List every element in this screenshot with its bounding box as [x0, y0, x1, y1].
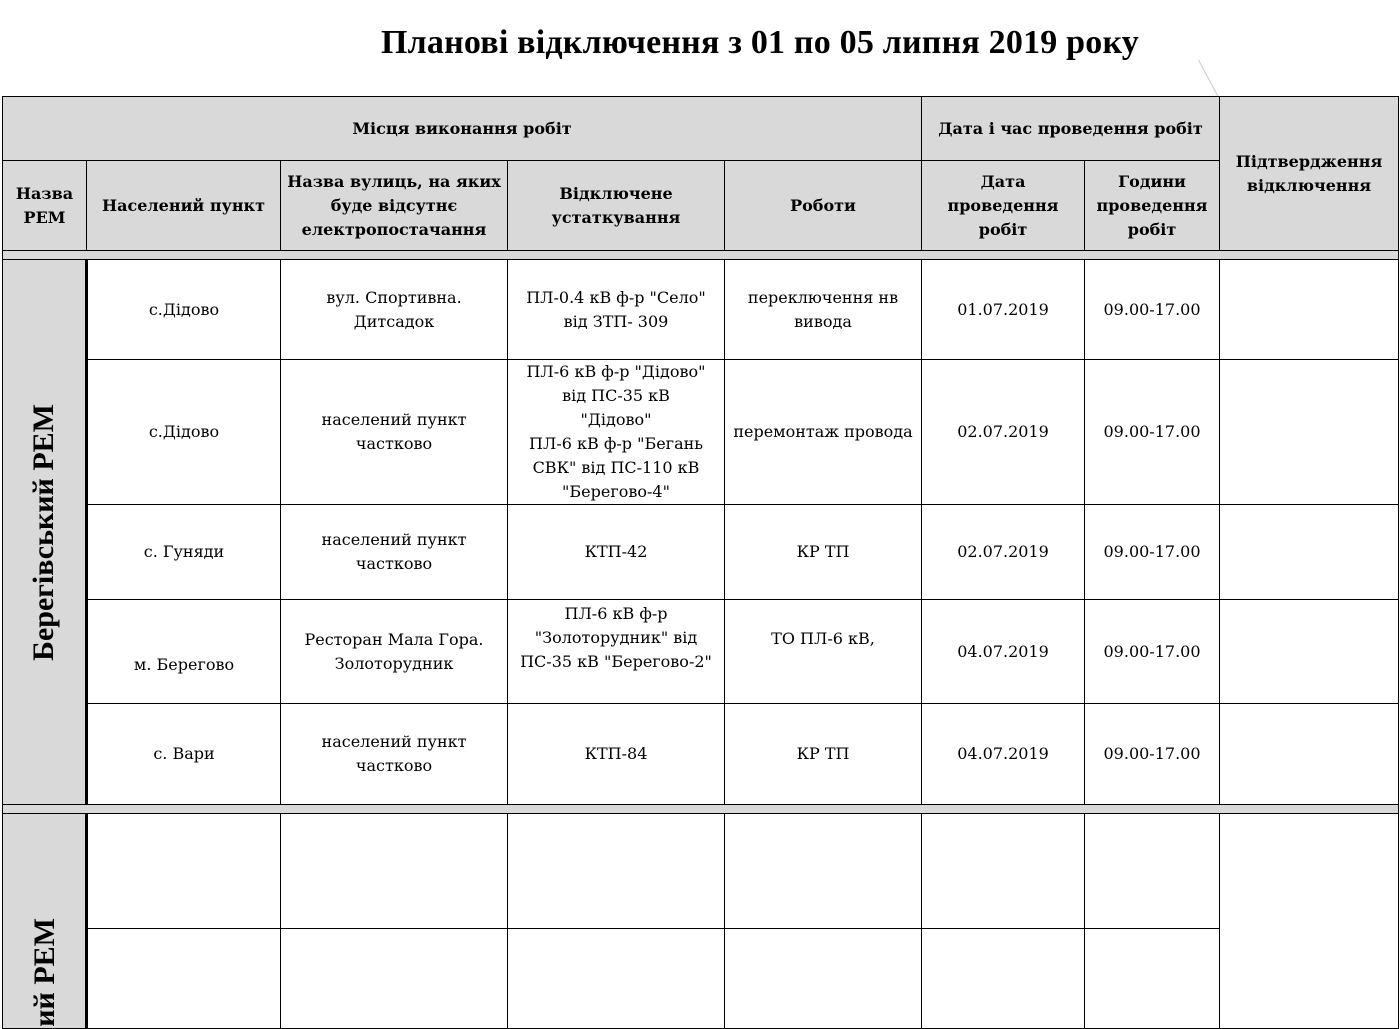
cell-empty — [281, 814, 508, 929]
cell-empty — [508, 929, 725, 1029]
cell-confirm — [1220, 360, 1399, 505]
header-row-columns — [3, 161, 1399, 251]
header-row-group — [3, 97, 1399, 161]
cell-streets: населений пункт частково — [281, 704, 508, 805]
table-row — [3, 360, 1399, 505]
header-datetime-group: Дата і час проведення робіт — [922, 97, 1220, 161]
header-streets: Назва вулиць, на яких буде відсутнє електропостачання — [281, 161, 508, 251]
cell-date: 04.07.2019 — [922, 704, 1085, 805]
header-works: Роботи — [725, 161, 922, 251]
cell-works: переключення нв вивода — [725, 260, 922, 360]
header-settlement: Населений пункт — [87, 161, 281, 251]
cell-equipment: КТП-42 — [508, 505, 725, 600]
rem-cell — [3, 260, 87, 805]
cell-hours: 09.00-17.00 — [1085, 260, 1220, 360]
cell-empty — [1085, 814, 1220, 929]
cell-settlement: с. Гуняди — [87, 505, 281, 600]
table-row — [3, 814, 1399, 929]
header-confirmation: Підтвердження відключення — [1220, 97, 1399, 251]
cell-works: КР ТП — [725, 505, 922, 600]
cell-empty — [508, 814, 725, 929]
cell-streets: Ресторан Мала Гора. Золоторудник — [281, 600, 508, 704]
header-date: Дата проведення робіт — [922, 161, 1085, 251]
cell-date: 01.07.2019 — [922, 260, 1085, 360]
cell-empty — [87, 814, 281, 929]
cell-hours: 09.00-17.00 — [1085, 600, 1220, 704]
cell-empty — [1085, 929, 1220, 1029]
page-title: Планові відключення з 01 по 05 липня 2019 року — [381, 24, 1139, 61]
cell-confirm — [1220, 505, 1399, 600]
cell-empty — [1220, 814, 1399, 1029]
cell-empty — [725, 929, 922, 1029]
cell-date: 02.07.2019 — [922, 505, 1085, 600]
cell-hours: 09.00-17.00 — [1085, 360, 1220, 505]
table-row — [3, 260, 1399, 360]
cell-empty — [725, 814, 922, 929]
rem-cell — [3, 814, 87, 1029]
rem-name-label: ий РЕМ — [28, 918, 61, 1027]
section-divider — [3, 251, 1399, 260]
cell-equipment: ПЛ-6 кВ ф-р "Дідово" від ПС-35 кВ "Дідово" ПЛ-6 кВ ф-р "Бегань СВК" від ПС-110 кВ "Берегово-4" — [508, 360, 725, 505]
cell-streets: вул. Спортивна. Дитсадок — [281, 260, 508, 360]
cell-settlement: с.Дідово — [87, 260, 281, 360]
cell-works: перемонтаж провода — [725, 360, 922, 505]
table-row — [3, 704, 1399, 805]
cell-empty — [281, 929, 508, 1029]
cell-confirm — [1220, 600, 1399, 704]
rem-name-label: Берегівський РЕМ — [27, 403, 60, 661]
cell-equipment: ПЛ-0.4 кВ ф-р "Село" від ЗТП- 309 — [508, 260, 725, 360]
outage-schedule-table — [2, 96, 1399, 1029]
header-hours: Години проведення робіт — [1085, 161, 1220, 251]
cell-streets: населений пункт частково — [281, 505, 508, 600]
cell-settlement: м. Берегово — [87, 600, 281, 704]
cell-equipment: КТП-84 — [508, 704, 725, 805]
table-row — [3, 929, 1399, 1029]
table-row — [3, 600, 1399, 704]
section-divider — [3, 805, 1399, 814]
table-row — [3, 505, 1399, 600]
cell-date: 04.07.2019 — [922, 600, 1085, 704]
cell-equipment: ПЛ-6 кВ ф-р "Золоторудник" від ПС-35 кВ "Берегово-2" — [508, 600, 725, 704]
cell-confirm — [1220, 704, 1399, 805]
header-places-group: Місця виконання робіт — [3, 97, 922, 161]
cell-streets: населений пункт частково — [281, 360, 508, 505]
cell-settlement: с. Вари — [87, 704, 281, 805]
cell-settlement: с.Дідово — [87, 360, 281, 505]
cell-date: 02.07.2019 — [922, 360, 1085, 505]
rem-label-wrap — [3, 821, 87, 1027]
header-equipment: Відключене устаткування — [508, 161, 725, 251]
cell-works: ТО ПЛ-6 кВ, — [725, 600, 922, 704]
header-rem-name: Назва РЕМ — [3, 161, 87, 251]
cell-works: КР ТП — [725, 704, 922, 805]
cell-empty — [922, 929, 1085, 1029]
cell-confirm — [1220, 260, 1399, 360]
cell-hours: 09.00-17.00 — [1085, 505, 1220, 600]
cell-empty — [87, 929, 281, 1029]
cell-hours: 09.00-17.00 — [1085, 704, 1220, 805]
cell-empty — [922, 814, 1085, 929]
